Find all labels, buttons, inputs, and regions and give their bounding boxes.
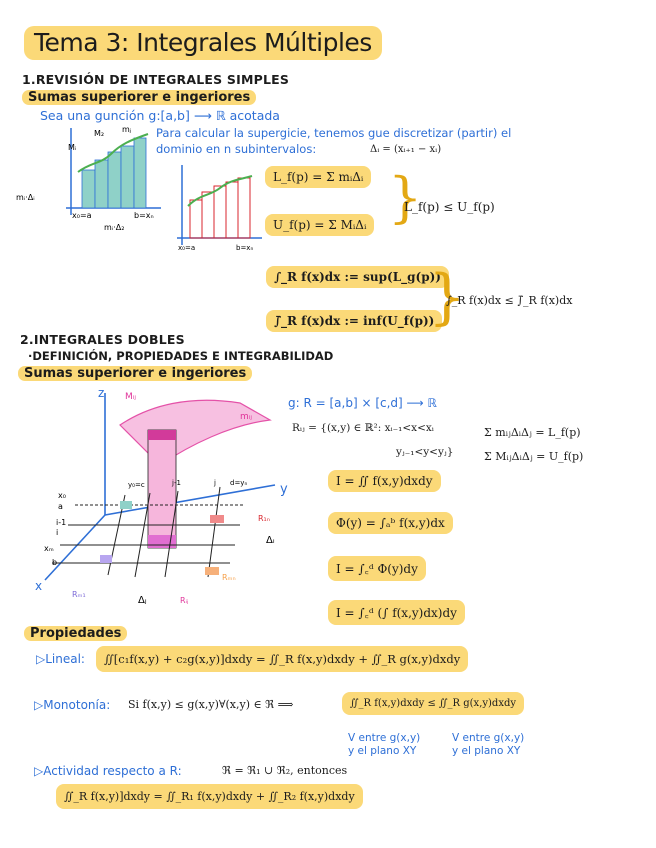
svg-text:Rₘ₁: Rₘ₁ <box>72 590 86 599</box>
lower-sum-graph <box>16 120 166 235</box>
svg-text:j-1: j-1 <box>172 479 181 487</box>
mono-label: ▷Monotonía: <box>34 698 111 712</box>
svg-text:Rₘₙ: Rₘₙ <box>222 573 236 582</box>
svg-text:R₁ₙ: R₁ₙ <box>258 514 270 523</box>
svg-text:b=xₙ: b=xₙ <box>236 244 254 252</box>
svg-text:Δⱼ: Δⱼ <box>138 595 147 606</box>
lineal-formula: ∬[c₁f(x,y) + c₂g(x,y)]dxdy = ∬_R f(x,y)dxdy + ∬_R g(x,y)dxdy <box>96 646 468 672</box>
section1-heading: 1.REVISIÓN DE INTEGRALES SIMPLES <box>22 72 290 87</box>
svg-text:x₀=a: x₀=a <box>178 244 196 252</box>
aditiva-text: ℜ = ℜ₁ ∪ ℜ₂, entonces <box>222 764 348 777</box>
svg-text:mⱼ: mⱼ <box>122 125 132 134</box>
aditiva-label: ▷Actividad respecto a R: <box>34 764 182 778</box>
sea-line: Sea una gunción g:[a,b] ⟶ ℝ acotada <box>40 108 280 123</box>
upper-integral: ∫̄_R f(x)dx := inf(U_f(p)) <box>266 310 442 332</box>
lf-formula: L_f(p) = Σ mᵢΔᵢ <box>265 166 371 188</box>
f-def: g: R = [a,b] × [c,d] ⟶ ℝ <box>288 396 438 410</box>
phi-def: Φ(y) = ∫ₐᵇ f(x,y)dx <box>328 512 453 534</box>
svg-text:M₂: M₂ <box>94 129 105 138</box>
lower-integral: ∫_R f(x)dx := sup(L_g(p)) <box>266 266 449 288</box>
propiedades-heading: Propiedades <box>24 626 127 641</box>
mono-note1b: y el plano XY <box>348 745 417 757</box>
brace-int: } <box>428 262 467 332</box>
mono-formula: ∬_R f(x,y)dxdy ≤ ∬_R g(x,y)dxdy <box>342 692 524 715</box>
delta-def: Δᵢ = (xᵢ₊₁ − xᵢ) <box>370 144 442 155</box>
svg-text:y: y <box>280 482 288 497</box>
svg-text:mᵢⱼ: mᵢⱼ <box>240 412 252 422</box>
svg-text:d=yₙ: d=yₙ <box>230 479 248 487</box>
svg-text:mᵢ·Δᵢ: mᵢ·Δᵢ <box>16 193 35 202</box>
svg-text:Rᵢⱼ: Rᵢⱼ <box>180 596 189 605</box>
svg-text:i-1: i-1 <box>56 518 67 527</box>
mono-text: Si f(x,y) ≤ g(x,y)∀(x,y) ∈ ℜ ⟹ <box>128 698 294 711</box>
svg-text:x₀=a: x₀=a <box>72 211 92 220</box>
svg-text:j: j <box>214 479 216 487</box>
para-line2: dominio en n subintervalos: <box>156 142 317 156</box>
svg-text:Δᵢ: Δᵢ <box>266 535 275 546</box>
svg-text:a: a <box>58 502 63 511</box>
svg-text:z: z <box>98 386 105 400</box>
mono-note2a: V entre g(x,y) <box>452 732 525 744</box>
lineal-label: ▷Lineal: <box>36 652 85 666</box>
svg-text:xₘ: xₘ <box>44 544 54 553</box>
svg-text:x: x <box>35 579 43 593</box>
svg-text:x₀: x₀ <box>58 491 66 500</box>
rij-def2: yⱼ₋₁<y<yⱼ} <box>396 446 454 458</box>
svg-text:i: i <box>56 528 59 537</box>
svg-text:b: b <box>52 558 58 567</box>
mono-note1a: V entre g(x,y) <box>348 732 421 744</box>
upper-sum-2d: Σ MᵢⱼΔᵢΔⱼ = U_f(p) <box>484 450 584 463</box>
lf-le-uf: L_f(p) ≤ U_f(p) <box>404 200 495 214</box>
section2-heading: 2.INTEGRALES DOBLES <box>20 332 185 347</box>
lower-sum-2d: Σ mᵢⱼΔᵢΔⱼ = L_f(p) <box>484 426 581 439</box>
uf-formula: U_f(p) = Σ MᵢΔᵢ <box>265 214 374 236</box>
int-ineq: ∫_R f(x)dx ≤ ∫̄_R f(x)dx <box>446 294 573 307</box>
rij-def: Rᵢⱼ = {(x,y) ∈ ℝ²: xᵢ₋₁<x<xᵢ <box>292 422 434 434</box>
iterated-I-full: I = ∫꜀ᵈ (∫ f(x,y)dx)dy <box>328 600 465 625</box>
aditiva-formula: ∬_R f(x,y)]dxdy = ∬_R₁ f(x,y)dxdy + ∬_R₂ f(x,y)dxdy <box>56 784 363 809</box>
section2-subheading: ·DEFINICIÓN, PROPIEDADES E INTEGRABILIDAD <box>28 349 334 363</box>
svg-text:y₀=c: y₀=c <box>128 481 145 489</box>
upper-sum-graph <box>172 160 267 252</box>
svg-text:Mᵢ: Mᵢ <box>68 143 77 152</box>
para-line1: Para calcular la supergicie, tenemos gue discretizar (partir) el <box>156 126 512 140</box>
double-integral-graph <box>30 385 310 610</box>
brace-lu: } <box>388 166 423 229</box>
section2-subheading2: Sumas superiorer e ingeriores <box>18 366 252 381</box>
iterated-I: I = ∫꜀ᵈ Φ(y)dy <box>328 556 426 581</box>
section1-subheading: Sumas superiorer e ingeriores <box>22 90 256 105</box>
page-title: Tema 3: Integrales Múltiples <box>24 26 382 60</box>
double-integral-I: I = ∬ f(x,y)dxdy <box>328 470 441 492</box>
svg-text:Mᵢⱼ: Mᵢⱼ <box>125 392 136 402</box>
mono-note2b: y el plano XY <box>452 745 521 757</box>
svg-text:b=xₙ: b=xₙ <box>134 211 154 220</box>
svg-text:mᵢ·Δ₂: mᵢ·Δ₂ <box>104 223 125 232</box>
